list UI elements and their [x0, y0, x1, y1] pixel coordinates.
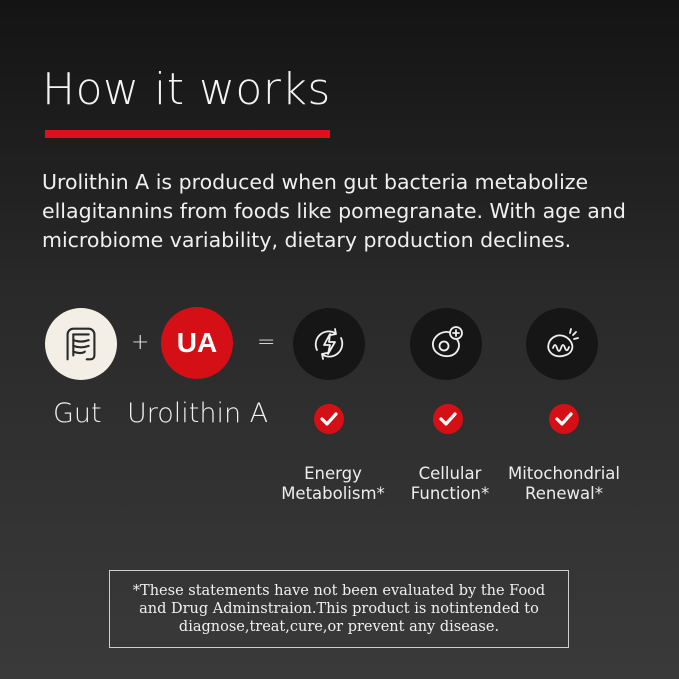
benefit-label-line2: Renewal* — [525, 484, 603, 503]
energy-badge — [293, 308, 365, 380]
title-underline — [45, 130, 330, 138]
benefit-label-line1: Cellular — [418, 464, 482, 483]
urolithin-a-label: Urolithin A — [127, 398, 269, 429]
ua-badge-text: UA — [176, 327, 218, 358]
intestine-icon — [58, 321, 104, 367]
cell-plus-icon — [425, 323, 467, 365]
ua-badge — [161, 307, 233, 379]
intro-text: Urolithin A is produced when gut bacteria metabolize ellagitannins from foods like pomegranate. With age and microbiome variability, dietary production declines. — [42, 170, 626, 252]
equals-sign: = — [257, 330, 276, 355]
fda-disclaimer — [109, 570, 569, 648]
checkmark-icon — [549, 404, 579, 434]
benefit-label-line2: Metabolism* — [281, 484, 385, 503]
checkmark-icon — [433, 404, 463, 434]
checkmark-icon — [314, 404, 344, 434]
gut-badge — [45, 308, 117, 380]
plus-sign: + — [131, 330, 150, 355]
page-title: How it works — [42, 64, 331, 115]
disclaimer-text: *These statements have not been evaluated by the Food and Drug Adminstraion.This product is notintended to diagnose,treat,cure,or prevent any disease. — [132, 583, 546, 635]
mitochondria-icon — [541, 323, 583, 365]
benefit-label-line1: Energy — [304, 464, 362, 483]
benefit-label-line2: Function* — [410, 484, 490, 503]
benefit-mitochondrial-label — [494, 464, 634, 504]
energy-cycle-icon — [309, 324, 349, 364]
benefit-label-line1: Mitochondrial — [507, 464, 620, 483]
gut-label: Gut — [53, 398, 102, 429]
cell-badge — [410, 308, 482, 380]
mito-badge — [526, 308, 598, 380]
